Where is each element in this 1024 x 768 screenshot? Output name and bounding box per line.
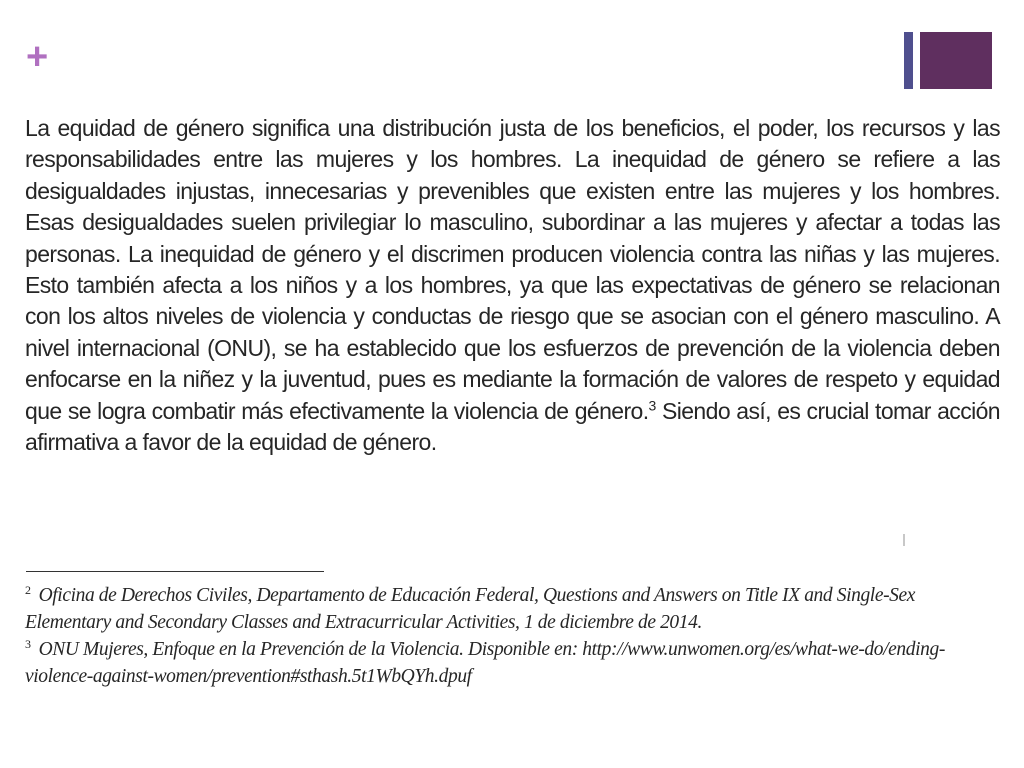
accent-square: [920, 32, 992, 89]
footnote-3: [25, 636, 1000, 690]
footnote-reference: 3: [648, 397, 656, 413]
plus-icon: +: [26, 36, 49, 78]
accent-bar: [904, 32, 913, 89]
footnote-2: [25, 582, 1000, 636]
footnotes: [25, 582, 1000, 690]
body-paragraph-end: Siendo así, es crucial tomar acción afirmativa a favor de la equidad de género.: [25, 397, 1000, 456]
footnote-text: ONU Mujeres, Enfoque en la Prevención de la Violencia. Disponible en: http://www.unwomen.org/es/what-we-do/ending-violence-against-women/prevention#sthash.5t1WbQYh.dpuf: [25, 639, 945, 687]
footnote-number: 2: [25, 582, 31, 597]
scan-mark: [903, 534, 905, 546]
body-paragraph-text: La equidad de género significa una distribución justa de los beneficios, el poder, los recursos y las responsabilidades entre las mujeres y los hombres. La inequidad de género se refiere a las desigualdades injustas, innecesarias y prevenibles que existen entre las mujeres y los hombres. Esas desigualdades suelen privilegiar lo masculino, subordinar a las mujeres y afectar a todas las personas. La inequidad de género y el discrimen producen violencia contra las niñas y las mujeres. Esto también afecta a los niños y a los hombres, ya que las expectativas de género se relacionan con los altos niveles de violencia y conductas de riesgo que se asocian con el género masculino. A nivel internacional (ONU), se ha establecido que los esfuerzos de prevención de la violencia deben enfocarse en la niñez y la juventud, pues es mediante la formación de valores de respeto y equidad que se logra combatir más efectivamente la violencia de género.: [25, 115, 1000, 424]
footnote-text: Oficina de Derechos Civiles, Departamento de Educación Federal, Questions and Answers on Title IX and Single-Sex Elementary and Secondary Classes and Extracurricular Activities, 1 de diciembre de 2014.: [25, 585, 916, 633]
footnote-divider: [26, 571, 324, 572]
footnote-number: 3: [25, 636, 31, 651]
body-paragraph: [25, 113, 1000, 458]
